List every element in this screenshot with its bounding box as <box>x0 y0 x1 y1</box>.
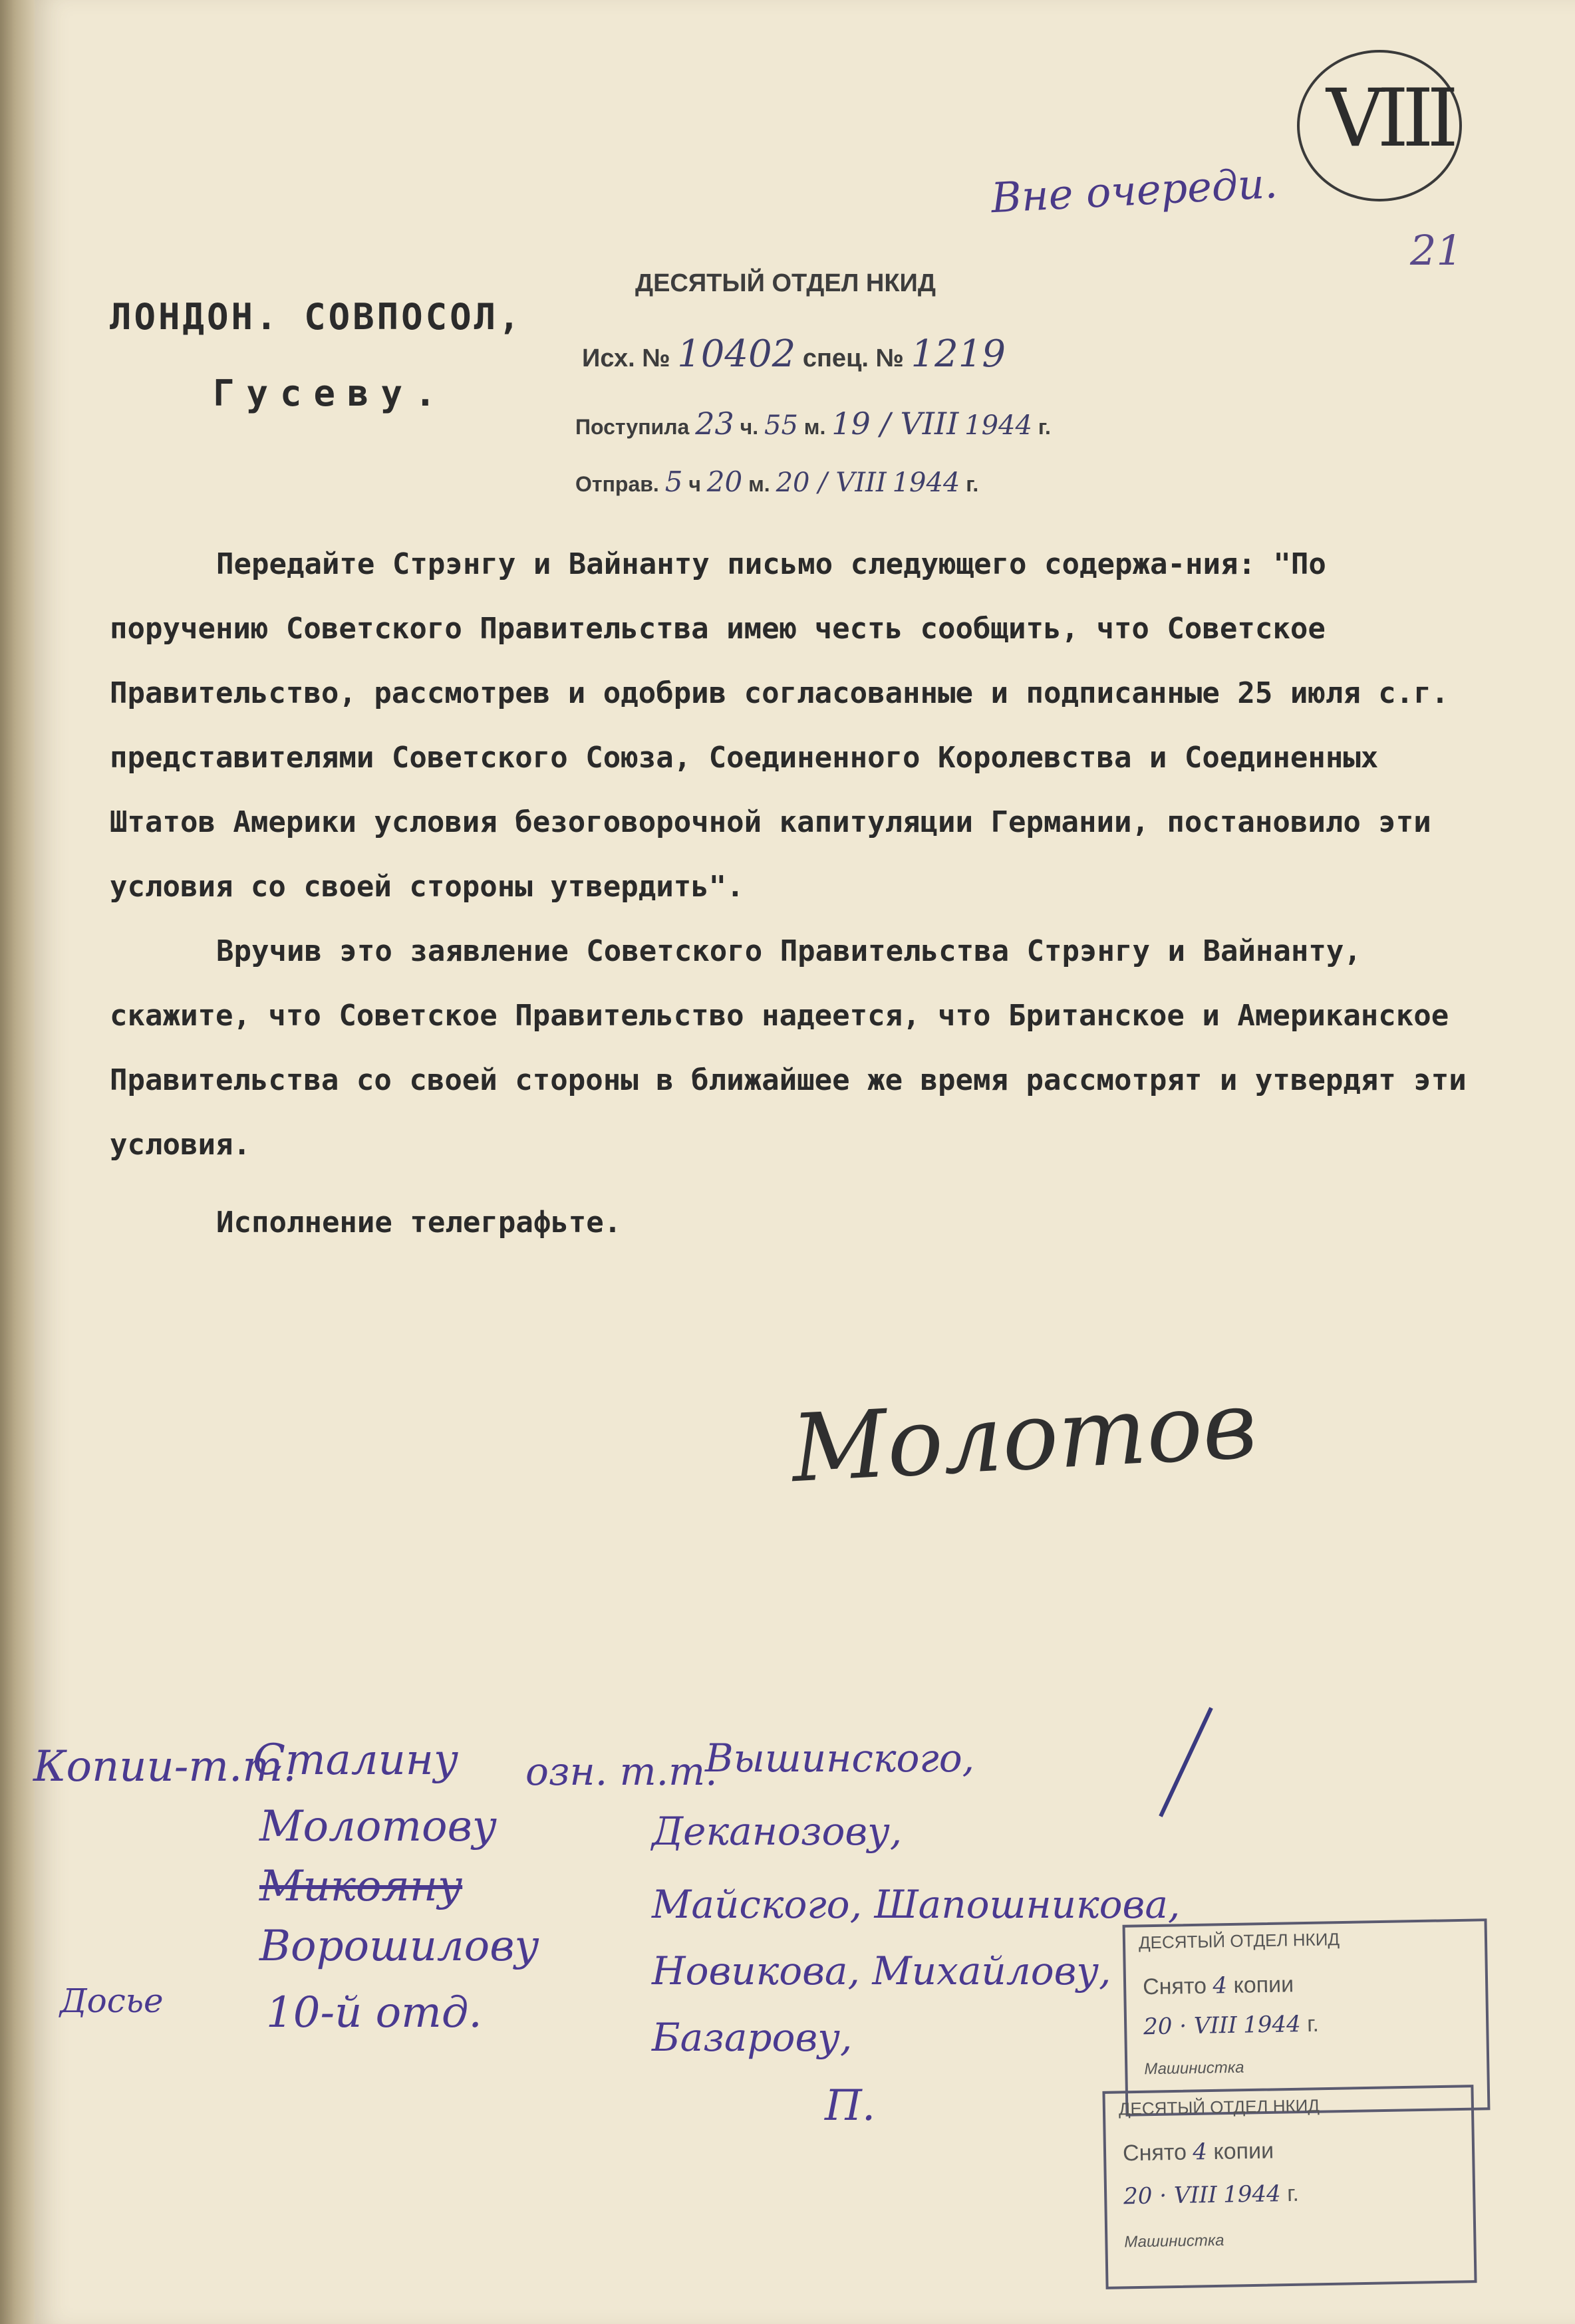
copies-recipient: Ворошилову <box>259 1922 539 1971</box>
stamp-sent-year: 1944 <box>892 467 960 498</box>
typing-stamp-2 <box>1102 2085 1477 2289</box>
stamp-special-label: спец. № <box>802 344 904 372</box>
stamp-outgoing-number: 10402 <box>677 332 796 376</box>
typing-stamp-header: ДЕСЯТЫЙ ОТДЕЛ НКИД <box>1138 1929 1340 1953</box>
stamp-outgoing-row <box>582 332 1006 376</box>
copies-recipient: 10-й отд. <box>266 1988 482 2037</box>
typing-stamp-copies-num: 4 <box>1213 1972 1228 2000</box>
stamp-sent-label: Отправ. <box>575 472 659 496</box>
review-recipient: Деканозову, <box>652 1809 903 1854</box>
body-paragraph-2: Вручив это заявление Советского Правительства Стрэнгу и Вайнанту, скажите, что Советское Правительство надеется, что Британское и Американское Правительства со своей стороны в ближайшее же время рассмотрят и утвердят эти условия. <box>110 934 1467 1162</box>
review-recipient: Майского, Шапошникова, <box>652 1882 1181 1927</box>
typing-stamp-copies-num: 4 <box>1193 2138 1208 2166</box>
typing-stamp-date-row: 20 · VIII 1944 г. <box>1143 2011 1320 2041</box>
stamp-sent-date: 20 / VIII <box>776 467 887 498</box>
typing-stamp-copies-label: копии <box>1233 1972 1294 1998</box>
body-paragraph-3: Исполнение телеграфьте. <box>216 1206 622 1239</box>
stamp-sent-row: Отправ. 5 ч 20 м. 20 / VIII 1944 г. <box>575 465 979 498</box>
dossier-label: Досье <box>60 1982 164 2020</box>
stamp-department: ДЕСЯТЫЙ ОТДЕЛ НКИД <box>635 269 936 297</box>
stamp-received-year: 1944 <box>964 410 1032 441</box>
typing-stamp-typist-label: Машинистка <box>1124 2231 1224 2252</box>
folio-number: 21 <box>1410 226 1463 275</box>
copies-recipient: Микояну <box>259 1862 463 1911</box>
review-recipient: Вышинского, <box>705 1736 975 1781</box>
typing-stamp-copies-label: копии <box>1213 2138 1274 2164</box>
stamp-received-date: 19 / VIII <box>831 406 959 442</box>
binding-edge <box>0 0 35 2324</box>
stamp-sent-hour: 5 <box>664 465 683 498</box>
typing-stamp-copied-row <box>1143 1971 1294 2000</box>
typing-stamp-date: 20 · VIII <box>1123 2181 1218 2210</box>
typing-stamp-date: 20 · VIII <box>1143 2011 1238 2041</box>
typing-stamp-copied-label: Снято <box>1122 2139 1187 2166</box>
stamp-sent-min: 20 <box>706 465 743 498</box>
letter-body <box>110 532 1473 1255</box>
typing-stamp-typist-label: Машинистка <box>1144 2058 1244 2079</box>
circle-mark-text: VIII <box>1326 72 1452 165</box>
copies-recipient: Сталину <box>253 1736 459 1785</box>
stamp-received-label: Поступила <box>575 415 690 439</box>
urgency-note: Вне очереди. <box>990 158 1279 223</box>
typing-stamp-date-row: 20 · VIII 1944 г. <box>1123 2180 1300 2210</box>
initial: П. <box>825 2081 876 2130</box>
circle-mark <box>1297 50 1462 201</box>
stamp-special-number: 1219 <box>911 332 1006 376</box>
typing-stamp-copied-label: Снято <box>1142 1973 1207 2000</box>
address-line-2: Гусеву. <box>213 372 448 414</box>
stamp-received-row: Поступила 23 ч. 55 м. 19 / VIII 1944 г. <box>575 406 1051 442</box>
stamp-outgoing-label: Исх. № <box>582 344 670 372</box>
typing-stamp-year: 1944 <box>1242 2011 1302 2039</box>
stamp-received-min: 55 <box>764 410 798 441</box>
typing-stamp-header: ДЕСЯТЫЙ ОТДЕЛ НКИД <box>1118 2095 1320 2119</box>
copies-recipient: Молотову <box>259 1802 497 1851</box>
signature: Молотов <box>789 1370 1260 1504</box>
stamp-received-hour: 23 <box>695 406 734 442</box>
review-recipient: Новикова, Михайлову, <box>652 1948 1111 1994</box>
review-label: озн. т.т. <box>525 1749 718 1794</box>
typing-stamp-year: 1944 <box>1222 2180 1282 2208</box>
address-line-1: ЛОНДОН. СОВПОСОЛ, <box>110 296 523 338</box>
body-paragraph-1: Передайте Стрэнгу и Вайнанту письмо следующего содержа-ния: "По поручению Советского Правительства имею честь сообщить, что Советское Правительство, рассмотрев и одобрив согласованные и подписанные 25 июля с.г. представителями Советского Союза, Соединенного Королевства и Соединенных Штатов Америки условия безоговорочной капитуляции Германии, постановило эти условия со своей стороны утвердить". <box>110 547 1449 904</box>
typing-stamp-copied-row <box>1123 2137 1274 2166</box>
review-recipient: Базарову, <box>652 2015 853 2060</box>
copies-label: Копии-т.т. <box>33 1742 297 1791</box>
